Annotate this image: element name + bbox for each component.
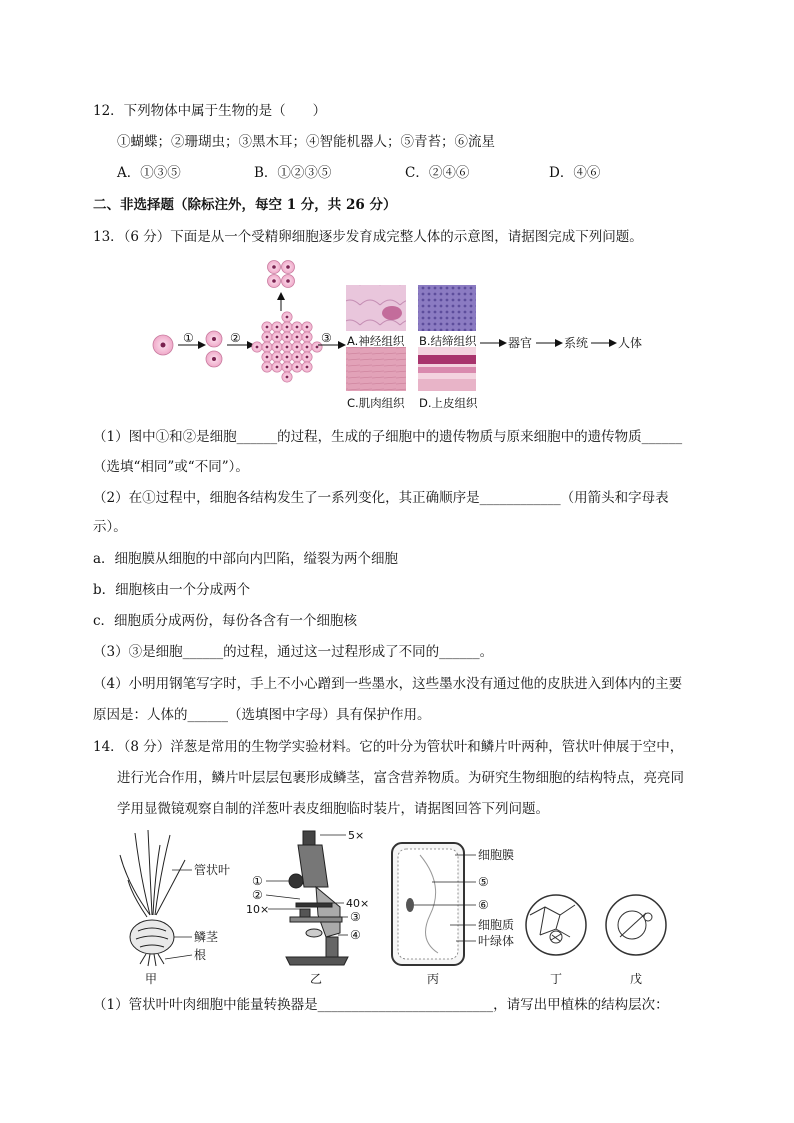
label-num4: ④ <box>350 928 361 942</box>
q13-part1-line1: （1）图中①和②是细胞______的过程，生成的子细胞中的遗传物质与原来细胞中的遗传物质______ <box>93 429 683 445</box>
zygote-cell <box>153 335 173 355</box>
q13-part2-line1: （2）在①过程中，细胞各结构发生了一系列变化，其正确顺序是____________（用箭头和字母表 <box>93 490 669 506</box>
label-num5: ⑤ <box>478 875 489 889</box>
label-objective-40x: 40× <box>346 897 370 910</box>
q12-option-d: D．④⑥ <box>549 165 601 181</box>
q13-development-figure <box>0 255 794 415</box>
microscope-view-1 <box>526 895 586 955</box>
q14-part1: （1）管状叶叶肉细胞中能量转换器是__________________________，请写出甲植株的结构层次： <box>93 997 669 1013</box>
step-2-label: ② <box>230 331 241 345</box>
label-num3: ③ <box>350 910 361 924</box>
q13-part4-line2: 原因是：人体的______（选填图中字母）具有保护作用。 <box>93 707 431 723</box>
q12-option-c: C．②④⑥ <box>405 165 470 181</box>
tissue-b-label: B.结缔组织 <box>419 334 477 348</box>
step-1-label: ① <box>183 331 194 345</box>
q12-option-a: A．①③⑤ <box>117 165 181 181</box>
label-num1: ① <box>252 874 263 888</box>
q13-option-c: c．细胞质分成两份，每份各含有一个细胞核 <box>93 613 358 629</box>
plant-cell-drawing <box>392 843 464 965</box>
dividing-cells <box>206 331 222 367</box>
label-cytoplasm: 细胞质 <box>478 918 515 932</box>
q12-option-b: B．①②③⑤ <box>254 165 332 181</box>
label-cell-membrane: 细胞膜 <box>478 848 515 862</box>
connective-tissue-image <box>418 285 476 331</box>
q13-part3: （3）③是细胞______的过程，通过这一过程形成了不同的______。 <box>93 644 494 660</box>
q13-option-a: a．细胞膜从细胞的中部向内凹陷，缢裂为两个细胞 <box>93 551 399 567</box>
q14-stem-line3: 学用显微镜观察自制的洋葱叶表皮细胞临时装片，请据图回答下列问题。 <box>117 801 549 817</box>
q14-figure <box>0 825 794 990</box>
label-objective-10x: 10× <box>246 903 270 916</box>
microscope-drawing <box>286 831 348 965</box>
q13-part1-line2: （选填“相同”或“不同”）。 <box>93 459 249 475</box>
chain-system: 系统 <box>564 336 589 350</box>
q12-items: ①蝴蝶；②珊瑚虫；③黑木耳；④智能机器人；⑤青苔；⑥流星 <box>117 134 495 150</box>
q12-stem: 12．下列物体中属于生物的是（ ） <box>93 103 327 119</box>
label-root: 根 <box>194 948 207 962</box>
label-num6: ⑥ <box>478 898 489 912</box>
q14-stem-line2: 进行光合作用，鳞片叶层层包裹形成鳞茎，富含营养物质。为研究生物细胞的结构特点，亮亮同 <box>117 770 684 786</box>
tissue-c-label: C.肌肉组织 <box>347 396 405 410</box>
caption-wu: 戊 <box>630 972 643 986</box>
caption-jia: 甲 <box>145 972 158 986</box>
step-3-label: ③ <box>321 331 332 345</box>
q14-stem-line1: 14．（8 分）洋葱是常用的生物学实验材料。它的叶分为管状叶和鳞片叶两种，管状叶伸展于空中， <box>93 739 684 755</box>
cell-cluster <box>252 312 322 382</box>
label-chloroplast: 叶绿体 <box>478 934 515 948</box>
differentiated-cells-top <box>268 261 295 288</box>
section-heading: 二、非选择题（除标注外，每空 1 分，共 26 分） <box>93 197 397 213</box>
q13-option-b: b．细胞核由一个分成两个 <box>93 582 251 598</box>
chain-human: 人体 <box>618 336 643 350</box>
onion-plant-drawing <box>120 830 185 966</box>
label-bulb: 鳞茎 <box>194 930 219 944</box>
chain-organ: 器官 <box>508 336 533 350</box>
q13-part2-line2: 示）。 <box>93 519 127 535</box>
tissue-a-label: A.神经组织 <box>347 334 405 348</box>
tissue-d-label: D.上皮组织 <box>419 396 478 410</box>
microscope-view-2 <box>606 895 666 955</box>
epithelial-tissue-image <box>418 347 476 391</box>
caption-ding: 丁 <box>550 972 563 986</box>
label-eyepiece-5x: 5× <box>348 829 365 842</box>
q13-stem: 13．（6 分）下面是从一个受精卵细胞逐步发育成完整人体的示意图，请据图完成下列问题。 <box>93 229 643 245</box>
caption-yi: 乙 <box>310 972 323 986</box>
caption-bing: 丙 <box>427 972 440 986</box>
label-tubular-leaf: 管状叶 <box>194 863 231 877</box>
label-num2: ② <box>252 888 263 902</box>
muscle-tissue-image <box>346 347 406 391</box>
q13-part4-line1: （4）小明用钢笔写字时，手上不小心蹭到一些墨水，这些墨水没有通过他的皮肤进入到体内的主要 <box>93 676 683 692</box>
